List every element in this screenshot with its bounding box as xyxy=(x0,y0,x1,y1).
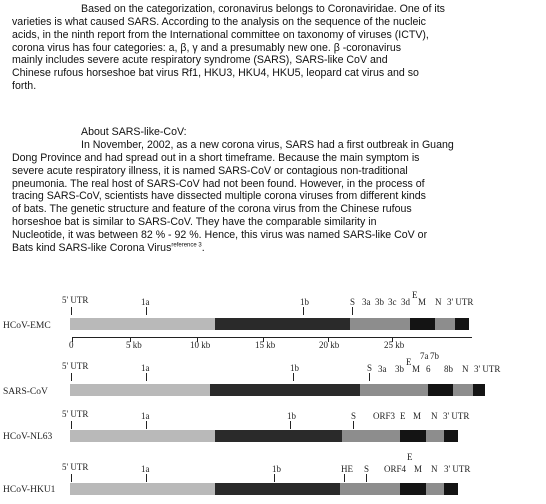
orf1b-label: 1b xyxy=(290,363,299,373)
nucleocapsid-label: N xyxy=(462,364,469,374)
tick-mark xyxy=(290,421,291,429)
scale-label: 5 kb xyxy=(126,340,142,350)
nucleocapsid-segment xyxy=(426,430,444,442)
p2-line: Nucleotide, it was between 82 % - 92 %. Hence, this virus was named SARS-like CoV or xyxy=(12,228,428,241)
spike-segment xyxy=(342,430,400,442)
tick-mark xyxy=(146,421,147,429)
envelope-label: E xyxy=(412,290,418,300)
orf3a-label: 3a xyxy=(378,364,387,374)
spike-label: S xyxy=(364,464,370,474)
genome-hcov-hku1 xyxy=(0,452,546,498)
utr3-label: 3' UTR xyxy=(447,297,474,307)
tick-mark xyxy=(274,474,275,482)
p2-line: of bats. The genetic structure and feature of the corona virus from the Chinese rufous xyxy=(12,203,412,216)
orf1b-segment xyxy=(215,483,340,495)
envelope-label: E xyxy=(407,452,413,462)
p2-line: horseshoe bat is similar to SARS-CoV. They have the comparable similarity in xyxy=(12,216,377,229)
accessory-segment xyxy=(410,318,435,330)
membrane-label: M xyxy=(412,364,421,374)
scale-label: 15 kb xyxy=(255,340,276,350)
tick-mark xyxy=(71,373,72,381)
p2-line-last: Bats kind SARS-like Corona Virus xyxy=(12,241,172,254)
spike-segment xyxy=(360,384,428,396)
genome-name: HCoV-HKU1 xyxy=(3,485,56,495)
p1-line: Based on the categorization, coronavirus belongs to Coronaviridae. One of its xyxy=(81,3,445,15)
nucleocapsid-label: N xyxy=(431,411,438,421)
envelope-label: E xyxy=(406,357,412,367)
reference-superscript: reference 3 xyxy=(171,242,202,249)
utr3-segment xyxy=(455,318,469,330)
tick-mark xyxy=(369,373,370,381)
utr3-label: 3' UTR xyxy=(444,464,471,474)
nucleocapsid-label: N xyxy=(435,297,442,307)
genome-hcov-nl63 xyxy=(0,401,546,441)
orf1b-segment xyxy=(215,318,350,330)
intro-paragraph xyxy=(12,3,537,93)
orf1a-label: 1a xyxy=(141,464,150,474)
p1-line: mainly includes severe acute respiratory syndrome (SARS), SARS-like CoV and xyxy=(12,54,388,67)
tick-mark xyxy=(71,421,72,429)
orf3-label: ORF3 xyxy=(373,411,396,421)
envelope-label: E xyxy=(400,411,406,421)
p2-line: In November, 2002, as a new corona virus, SARS had a first outbreak in Guang xyxy=(81,139,454,151)
scale-label: 10 kb xyxy=(190,340,211,350)
scale-line xyxy=(72,337,472,338)
tick-mark xyxy=(303,307,304,315)
orf1a-label: 1a xyxy=(141,363,150,373)
scale-label: 20 kb xyxy=(319,340,340,350)
orf8b-label: 8b xyxy=(444,364,453,374)
utr3-label: 3' UTR xyxy=(443,411,470,421)
orf3a-label: 3a xyxy=(362,297,371,307)
orf1a-segment xyxy=(70,483,215,495)
orf1b-segment xyxy=(215,430,342,442)
orf3b-label: 3b xyxy=(375,297,384,307)
utr5-label: 5' UTR xyxy=(62,295,89,305)
utr5-label: 5' UTR xyxy=(62,409,89,419)
genome-hcov-emc xyxy=(0,291,546,331)
p2-period: . xyxy=(201,241,205,254)
tick-mark xyxy=(344,474,345,482)
membrane-label: M xyxy=(418,297,427,307)
p2-line: tracing SARS-CoV, scientists have dissected multiple corona viruses from different kinds xyxy=(12,190,426,203)
sars-like-paragraph xyxy=(12,139,537,255)
tick-mark xyxy=(71,474,72,482)
tick-mark xyxy=(353,421,354,429)
orf1a-segment xyxy=(70,430,215,442)
orf1a-label: 1a xyxy=(141,297,150,307)
orf1a-label: 1a xyxy=(141,411,150,421)
genome-sars-cov xyxy=(0,351,546,397)
p1-line: corona virus has four categories: a, β, γ and a presumably new one. β -coronavirus xyxy=(12,41,402,54)
nucleocapsid-segment xyxy=(426,483,444,495)
spike-segment xyxy=(350,318,410,330)
orf1b-label: 1b xyxy=(272,464,281,474)
orf1b-label: 1b xyxy=(287,411,296,421)
tick-mark xyxy=(293,373,294,381)
orf1b-segment xyxy=(210,384,360,396)
tick-mark xyxy=(352,307,353,315)
genome-name: SARS-CoV xyxy=(3,387,48,397)
orf6-label: 6 xyxy=(426,364,431,374)
scale-label: 25 kb xyxy=(384,340,405,350)
p1-line: Chinese rufous horseshoe bat virus Rf1, HKU3, HKU4, HKU5, leopard cat virus and so xyxy=(12,67,419,80)
p1-line: acids, in the ninth report from the International committee on taxonomy of viruses (ICTV), xyxy=(12,28,429,41)
orf7b-label: 7b xyxy=(430,351,439,361)
membrane-label: M xyxy=(414,464,423,474)
spike-label: S xyxy=(350,297,356,307)
scale-label: 0 xyxy=(69,340,74,350)
nucleocapsid-label: N xyxy=(431,464,438,474)
orf1b-label: 1b xyxy=(300,297,309,307)
accessory-segment xyxy=(400,483,426,495)
p2-line: pneumonia. The real host of SARS-CoV had not been found. However, in the process of xyxy=(12,177,425,190)
orf1a-segment xyxy=(70,384,210,396)
p1-line: varieties is what caused SARS. According to the analysis on the sequence of the nucleic xyxy=(12,15,426,28)
tick-mark xyxy=(146,307,147,315)
orf3d-label: 3d xyxy=(401,297,410,307)
orf3b-label: 3b xyxy=(395,364,404,374)
tick-mark xyxy=(71,307,72,315)
orf4-label: ORF4 xyxy=(384,464,407,474)
genome-name: HCoV-NL63 xyxy=(3,432,53,442)
accessory-segment xyxy=(428,384,453,396)
nucleocapsid-segment xyxy=(453,384,473,396)
utr3-segment xyxy=(444,430,458,442)
spike-label: S xyxy=(367,363,373,373)
tick-mark xyxy=(366,474,367,482)
tick-mark xyxy=(146,474,147,482)
p2-line: severe acute respiratory illness, it is named SARS-CoV or contagious non-traditional xyxy=(12,164,408,177)
utr3-segment xyxy=(473,384,485,396)
section-heading: About SARS-like-CoV: xyxy=(81,126,187,138)
nucleocapsid-segment xyxy=(435,318,455,330)
hemagglutinin-label: HE xyxy=(341,464,353,474)
tick-mark xyxy=(146,373,147,381)
accessory-segment xyxy=(400,430,426,442)
membrane-label: M xyxy=(413,411,422,421)
spike-segment xyxy=(340,483,400,495)
orf1a-segment xyxy=(70,318,215,330)
spike-label: S xyxy=(351,411,357,421)
p1-line: forth. xyxy=(12,80,37,93)
p2-line: Dong Province and had spread out in a short timeframe. Because the main symptom is xyxy=(12,151,420,164)
genome-name: HCoV-EMC xyxy=(3,321,51,331)
utr3-segment xyxy=(444,483,458,495)
orf7a-label: 7a xyxy=(420,351,429,361)
utr5-label: 5' UTR xyxy=(62,361,89,371)
utr3-label: 3' UTR xyxy=(474,364,501,374)
orf3c-label: 3c xyxy=(388,297,397,307)
utr5-label: 5' UTR xyxy=(62,462,89,472)
